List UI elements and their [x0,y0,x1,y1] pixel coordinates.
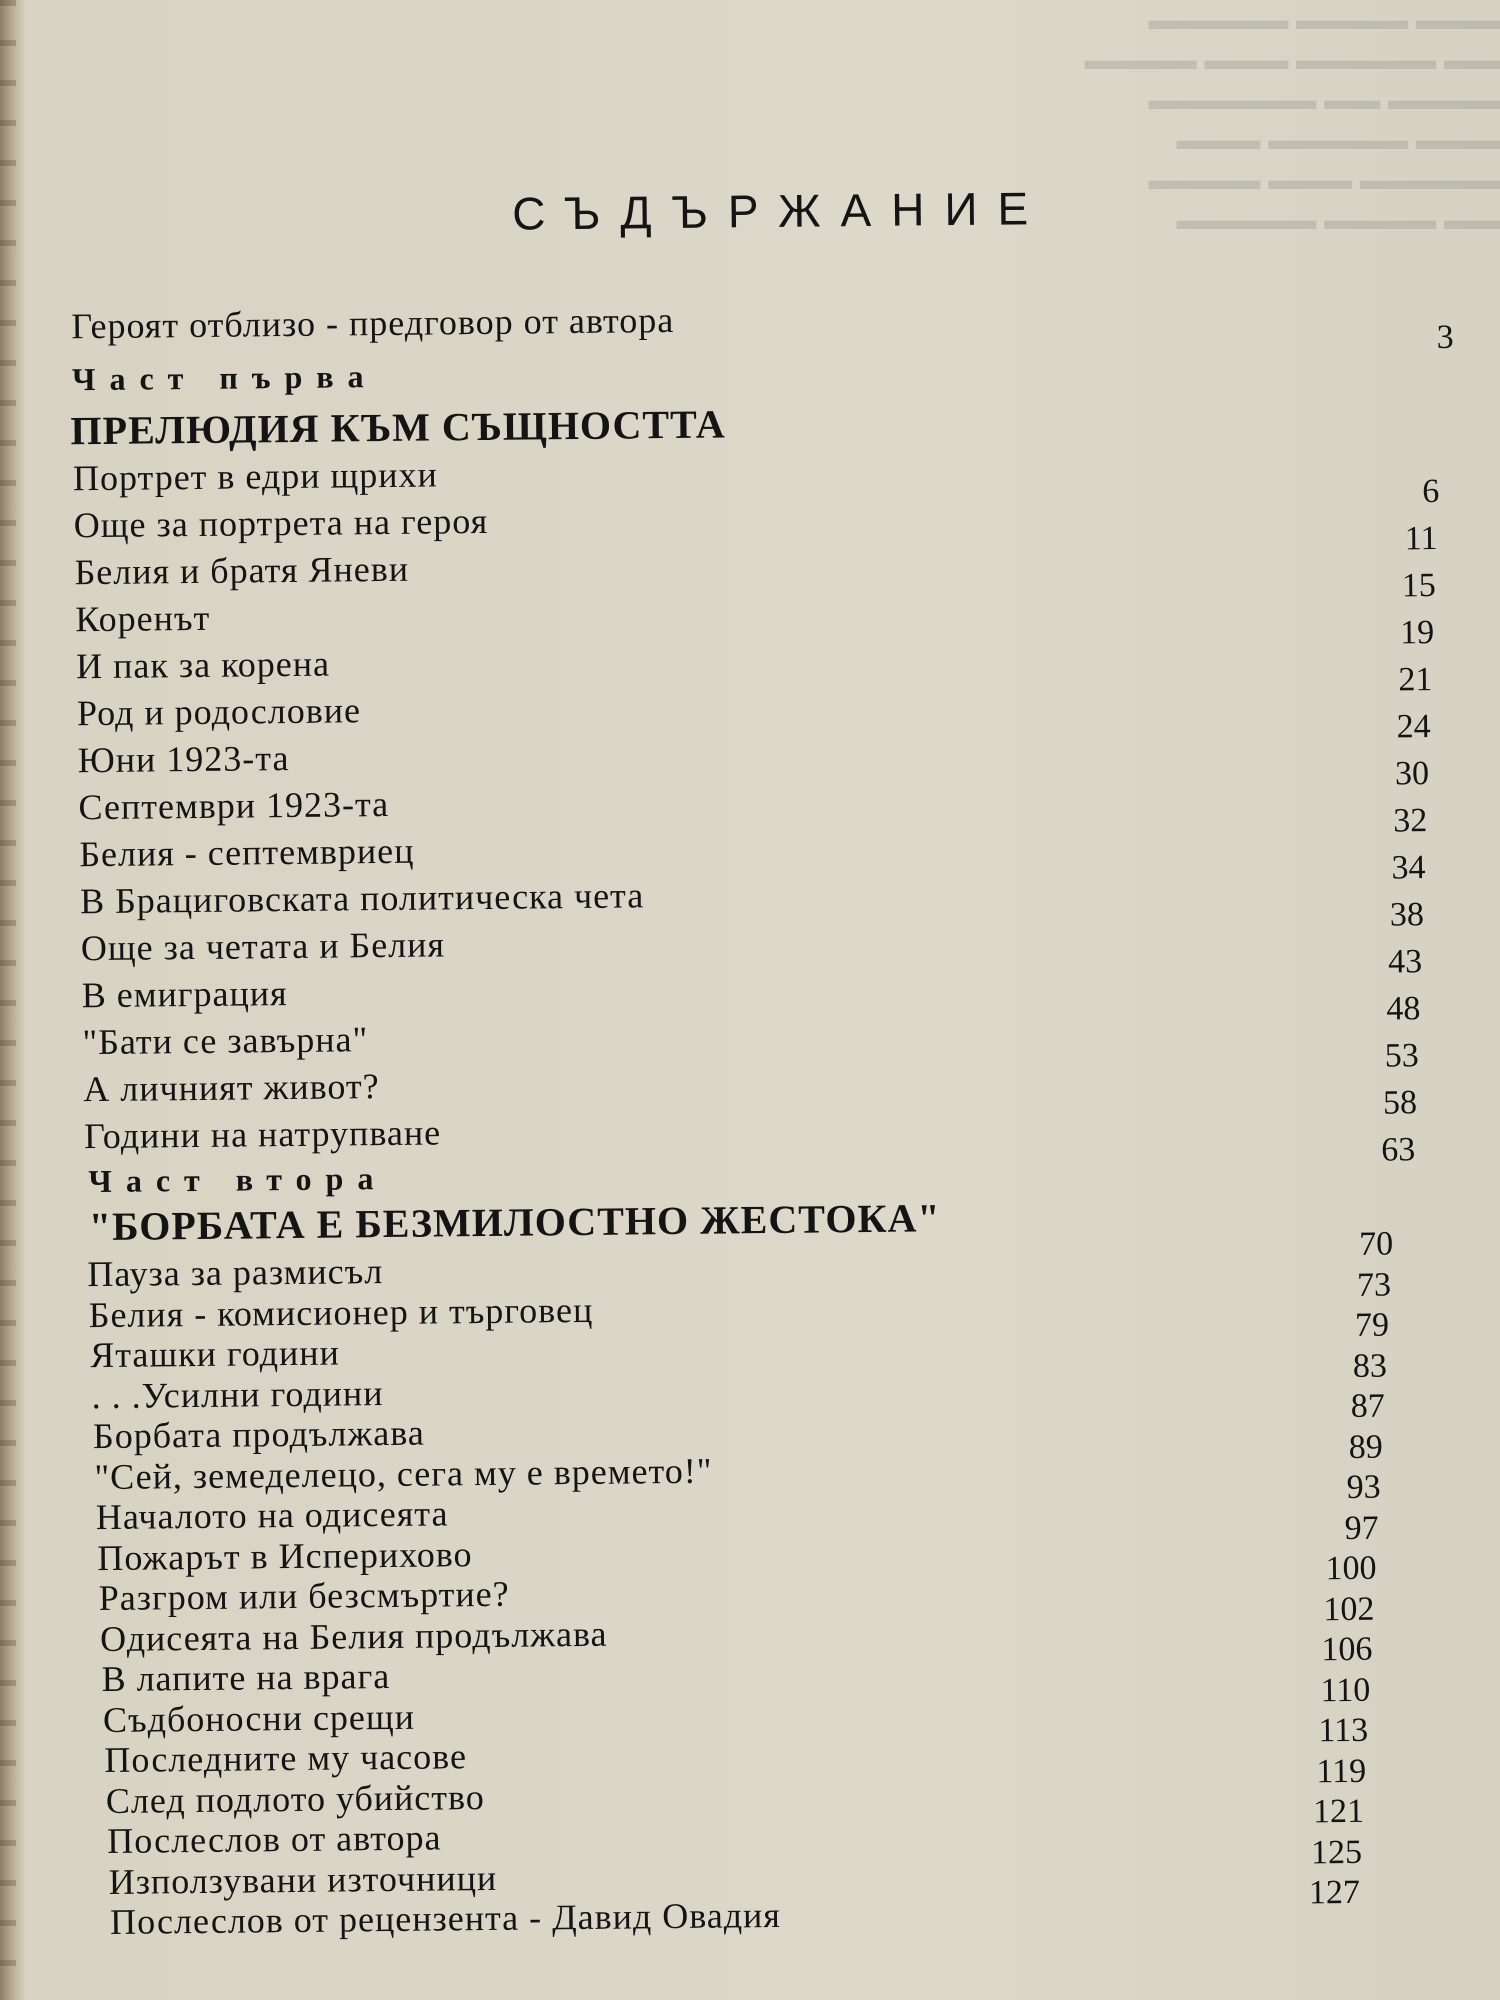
toc-entry-title: "Бати се завърна" [82,1019,369,1063]
toc-entry-title: Послеслов от автора [107,1817,442,1861]
toc-entry-page: 113 [1318,1711,1369,1750]
toc-entry-title: . . .Усилни години [91,1372,384,1416]
toc-entry-title: Послеслов от рецензента - Давид Овадия [109,1894,782,1942]
toc-entry-page: 110 [1320,1671,1371,1709]
toc-entry-title: Пожарът в Исперихово [97,1533,473,1578]
toc-entry-title: Началото на одисеята [95,1493,449,1538]
toc-entry-title: В Брациговската политическа чета [79,875,645,922]
toc-entry-title: Портрет в едри щрихи [72,454,438,499]
toc-entry-page: 100 [1325,1549,1377,1588]
toc-entry-title: Използувани източници [108,1857,498,1902]
toc-entry-title: Одисеята на Белия продължава [99,1613,608,1659]
toc-entry-page: 58 [1382,1084,1418,1122]
toc-entry-title: След подлото убийство [105,1776,485,1821]
toc-entry-page: 93 [1346,1468,1381,1506]
toc-entry-title: Борбата продължава [92,1412,425,1457]
toc-entry-page: 30 [1394,755,1430,793]
toc-entry-title: Яташки години [89,1332,340,1376]
toc-entry-page: 106 [1321,1630,1373,1669]
toc-entry-page: 15 [1401,566,1436,605]
toc-entry-title: Разгром или безсмъртие? [98,1573,510,1619]
toc-entry-page: 32 [1393,802,1428,840]
toc-entry-title: "Сей, земеделецо, сега му е времето!" [94,1450,713,1497]
toc-entry-title: Героят отблизо - предговор от автора [71,299,675,347]
toc-entry-title: Последните му часове [104,1736,468,1781]
part-one-title: ПРЕЛЮДИЯ КЪМ СЪЩНОСТТА [70,401,726,454]
toc-entry-title: Години на натрупване [83,1112,442,1157]
page-title: СЪДЪРЖАНИЕ [511,182,1049,240]
toc-entry-page: 125 [1310,1833,1363,1871]
toc-entry-page: 127 [1308,1873,1361,1912]
toc-entry-page: 97 [1344,1509,1379,1547]
toc-entry-title: Съдбоносни срещи [102,1696,416,1740]
toc-entry-title: Род и родословие [76,690,362,734]
toc-entry-page: 48 [1386,990,1421,1028]
toc-entry-title: Юни 1923-та [77,738,290,781]
toc-entry-page: 79 [1354,1306,1390,1344]
toc-entry-page: 6 [1422,472,1440,511]
part-one-label: Част първа [71,358,378,398]
toc-entry-page: 83 [1352,1347,1388,1385]
toc-entry-title: Белия - комисионер и търговец [88,1289,594,1335]
toc-entry-title: В емиграция [81,973,288,1016]
toc-entry-page: 89 [1348,1428,1383,1466]
toc-entry-page: 19 [1399,614,1435,652]
toc-entry-page: 119 [1316,1752,1367,1790]
toc-entry-title: Белия - септемвриец [79,830,415,875]
toc-entry-page: 121 [1312,1792,1365,1831]
reverse-side-bleed-through: ▬▬▬ ▬▬▬▬ ▬▬▬▬▬ ▬▬ ▬▬▬▬▬ ▬▬▬ ▬▬▬▬ ▬▬▬▬ ▬▬ ▬▬▬▬▬▬ ▬▬▬ ▬▬▬▬▬ ▬▬▬ ▬▬▬▬▬ ▬▬▬ ▬▬▬▬ ▬▬ ▬▬▬▬ ▬▬▬▬▬ [1084,4,1500,235]
part-two-label: Част втора [88,1160,388,1200]
toc-entry-page: 87 [1350,1387,1385,1425]
toc-entry-title: Коренът [75,597,211,640]
toc-entry-page: 24 [1396,708,1431,746]
toc-entry-page: 102 [1323,1590,1375,1628]
toc-entry-page: 21 [1398,661,1433,699]
toc-entry-title: Белия и братя Яневи [74,548,410,593]
toc-entry-title: А личният живот? [83,1066,380,1110]
toc-entry-page: 3 [1436,318,1454,356]
toc-entry-page: 73 [1356,1266,1392,1304]
toc-entry-title: Още за четата и Белия [80,924,446,969]
toc-entry-title: И пак за корена [75,643,331,687]
toc-entry-title: Септември 1923-та [78,783,390,828]
toc-entry-title: В лапите на врага [101,1656,391,1700]
part-two-title: "БОРБАТА Е БЕЗМИЛОСТНО ЖЕСТОКА" [88,1195,941,1250]
toc-entry-page: 53 [1384,1037,1419,1075]
toc-entry-page: 43 [1387,943,1423,981]
toc-entry-page: 70 [1358,1225,1394,1263]
toc-entry-page: 11 [1404,519,1438,558]
toc-entry-page: 63 [1381,1131,1416,1169]
toc-entry-title: Още за портрета на героя [73,500,489,546]
toc-entry-page: 38 [1389,896,1425,934]
toc-entry-preface [3,290,1500,356]
toc-entry-page: 34 [1391,849,1426,887]
toc-entry-title: Пауза за размисъл [87,1251,384,1295]
